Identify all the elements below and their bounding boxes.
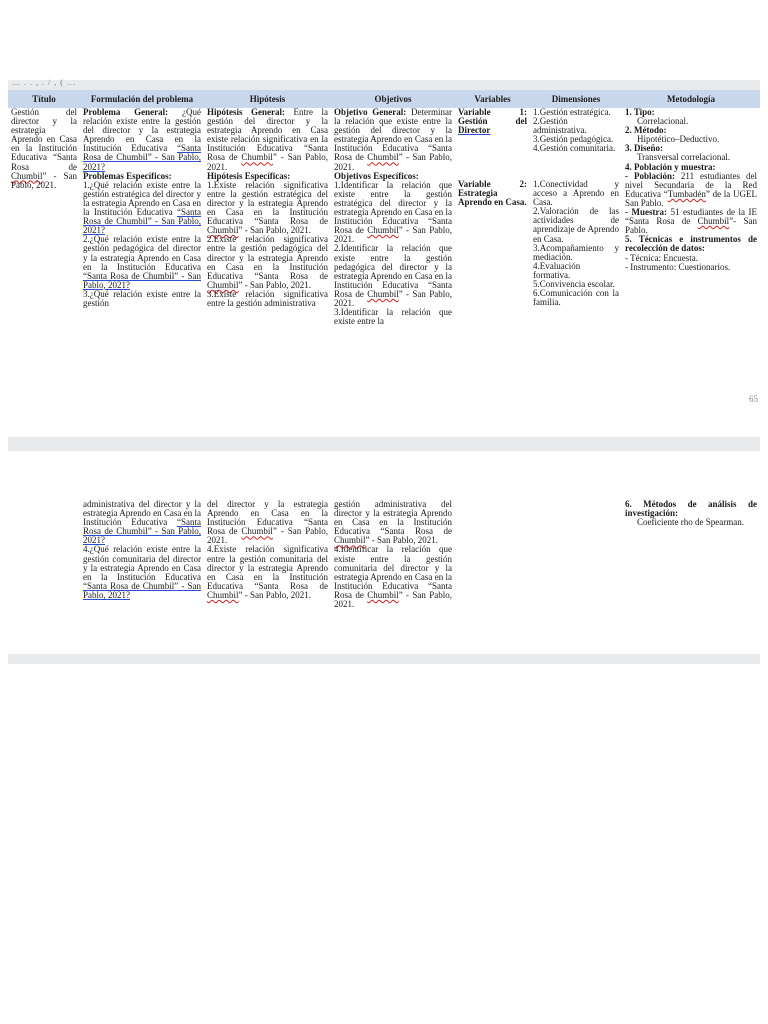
col-header-dimensiones: Dimensiones	[530, 90, 622, 108]
problemas-especificos-label: Problemas Específicos:	[83, 170, 172, 181]
list-item: 1.Conectividad y acceso a Aprendo en Casa.	[533, 179, 619, 208]
col-header-titulo: Título	[8, 90, 80, 108]
table-row	[8, 108, 760, 326]
list-item: 2.Gestión administrativa.	[533, 116, 587, 136]
list-item: 4.Gestión comunitaria.	[533, 143, 616, 154]
matrix-page-2	[8, 500, 760, 660]
cell-objetivos-continued: gestión administrativa del director y la estrategia Aprendo en Casa en la Institución Educativa “Santa Rosa de Chumbil” - San Pablo, 2021. 4.Identificar la relación que existe entre la gestión comunitaria del director y la estrategia Aprendo en Casa en la Institución Educativa “Santa Rosa de Chumbil” - San Pablo, 2021.	[334, 499, 453, 610]
cell-dimensiones	[530, 108, 622, 326]
cell-problema: Problema General: ¿Qué relación existe entre la gestión del director y la estrategia Aprendo en Casa en la Institución Educativa “Santa Rosa de Chumbil” - San Pablo, 2021? Problemas Específicos: 1.¿Qué relación existe entre la gestión estratégica del director y la estrategia Aprendo en Casa en la Institución Educativa “Santa Rosa de Chumbil” - San Pablo, 2021? 2.¿Qué relación existe entre la gestión pedagógica del director y la estrategia Aprendo en Casa en la Institución Educativa “Santa Rosa de Chumbil” - San Pablo, 2021? 3.¿Qué relación existe entre la gestión	[83, 107, 201, 308]
col-header-objetivos: Objetivos	[331, 90, 455, 108]
dimensiones-variable-2	[533, 180, 619, 307]
objetivos-especificos-label: Objetivos Específicos:	[334, 170, 419, 181]
table-row	[8, 500, 760, 609]
hipotesis-general-label: Hipótesis General:	[207, 107, 285, 117]
cell-variables	[455, 108, 530, 326]
col-header-metodologia: Metodología	[622, 90, 760, 108]
cell-metodologia: 1. Tipo: Correlacional. 2. Método: Hipotético–Deductivo. 3. Diseño: Transversal correlacional. 4. Población y muestra: - Población: 211 estudiantes del nivel Secundaria de la Red Educativa “Tumbadén” de la UGEL San Pablo. - Muestra: 51 estudiantes de la IE “Santa Rosa de Chumbil”- San Pablo. 5. Técnicas e instrumentos de recolección de datos: - Técnica: Encuesta. - Instrumento: Cuestionarios.	[625, 107, 758, 272]
col-header-variables: Variables	[455, 90, 530, 108]
cell-titulo-continued	[8, 500, 80, 609]
cell-dimensiones-continued	[530, 500, 622, 609]
page-gap	[8, 437, 760, 451]
cell-variables-continued	[455, 500, 530, 609]
objetivo-general-label: Objetivo General:	[334, 107, 407, 117]
matrix-page-1	[8, 90, 760, 410]
list-item: 3.Acompañamiento y mediación.	[533, 242, 619, 262]
list-item: 2.Valoración de las actividades de aprendizaje de Aprendo en Casa.	[533, 206, 619, 244]
col-header-problema: Formulación del problema	[80, 90, 204, 108]
list-item: 5.Convivencia escolar.	[533, 279, 615, 290]
consistency-matrix-table	[8, 90, 760, 326]
list-item: 6.Comunicación con la familia.	[533, 288, 619, 308]
cell-hipotesis-continued: del director y la estrategia Aprendo en Casa en la Institución Educativa “Santa Rosa de Chumbil” - San Pablo, 2021. 4.Existe relación significativa entre la gestión comunitaria del director y la estrategia Aprendo en Casa en la Institución Educativa “Santa Rosa de Chumbil” - San Pablo, 2021.	[207, 499, 328, 600]
list-item: 1.Gestión estratégica.	[533, 107, 611, 117]
dimensiones-variable-1	[533, 108, 619, 180]
spellcheck-word: Chumbil	[11, 170, 43, 181]
hipotesis-especificas-label: Hipótesis Específicas:	[207, 170, 291, 181]
consistency-matrix-table-continued	[8, 500, 760, 609]
table-header-row	[8, 90, 760, 108]
hyperlink-text: “Santa Rosa de Chumbil” - San Pablo, 2021?	[83, 143, 201, 172]
page-gap	[8, 654, 760, 664]
cell-titulo: Gestión del director y la estrategia Aprendo en Casa en la Institución Educativa “Santa Rosa de Chumbil” - San Pablo, 2021.	[11, 107, 77, 190]
list-item: 3.Gestión pedagógica.	[533, 134, 614, 145]
list-item: 4.Evaluación formativa.	[533, 260, 581, 280]
variable-2: Variable 2: Estrategia Aprendo en Casa.	[458, 179, 527, 208]
cell-metodologia-continued: 6. Métodos de análisis de investigación: Coeficiente rho de Spearman.	[625, 499, 757, 528]
cropped-header-strip	[8, 80, 760, 90]
cell-hipotesis: Hipótesis General: Entre la gestión del director y la estrategia Aprendo en Casa existe relación significativa en la Institución Educativa “Santa Rosa de Chumbil” - San Pablo, 2021. Hipótesis Específicas: 1.Existe relación significativa entre la gestión estratégica del director y la estrategia Aprendo en Casa en la Institución Educativa “Santa Rosa de Chumbil” - San Pablo, 2021. 2.Existe relación significativa entre la gestión pedagógica del director y la estrategia Aprendo en Casa en la Institución Educativa “Santa Rosa de Chumbil” - San Pablo, 2021. 3.Existe relación significativa entre la gestión administrativa	[207, 107, 328, 308]
col-header-hipotesis: Hipótesis	[204, 90, 331, 108]
cropped-header-text: ... . . , . / , ( ...	[12, 78, 76, 87]
page-number: 65	[749, 394, 758, 404]
variable-1: Variable 1: Gestión del Director	[458, 107, 527, 136]
cell-problema-continued: administrativa del director y la estrategia Aprendo en Casa en la Institución Educativa “Santa Rosa de Chumbil” - San Pablo, 2021? 4.¿Qué relación existe entre la gestión comunitaria del director y la estrategia Aprendo en Casa en la Institución Educativa “Santa Rosa de Chumbil” - San Pablo, 2021?	[83, 499, 201, 600]
problema-general-label: Problema General:	[83, 107, 169, 117]
cell-objetivos: Objetivo General: Determinar la relación que existe entre la gestión del director y la estrategia Aprendo en Casa en la Institución Educativa “Santa Rosa de Chumbil” - San Pablo, 2021. Objetivos Específicos: 1.Identificar la relación que existe entre la gestión estratégica del director y la estrategia Aprendo en Casa en la Institución Educativa “Santa Rosa de Chumbil” - San Pablo, 2021. 2.Identificar la relación que existe entre la gestión pedagógica del director y la estrategia Aprendo en Casa en la Institución Educativa “Santa Rosa de Chumbil” - San Pablo, 2021. 3.Identificar la relación que existe entre la	[334, 107, 453, 327]
